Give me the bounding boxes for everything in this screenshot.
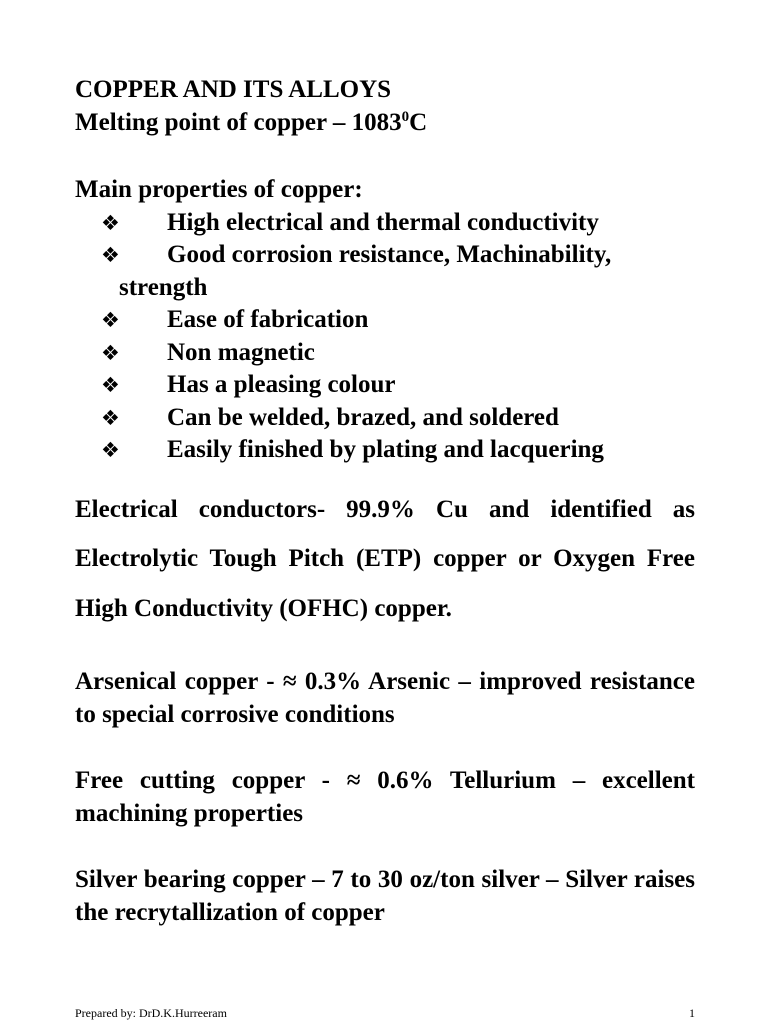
silver-bearing-copper-paragraph: Silver bearing copper – 7 to 30 oz/ton silver – Silver raises the recrytallization of copper — [75, 866, 695, 926]
list-item-text: Good corrosion resistance, Machinability, — [167, 241, 612, 268]
list-item-text: Can be welded, brazed, and soldered — [167, 403, 559, 431]
properties-heading: Main properties of copper: — [75, 176, 363, 203]
list-item-text: Ease of fabrication — [167, 306, 369, 333]
list-item — [75, 304, 695, 337]
page-footer — [75, 1006, 695, 1021]
diamond-bullet-icon: ❖ — [101, 438, 120, 462]
properties-list — [75, 207, 695, 467]
list-item — [75, 239, 695, 304]
diamond-bullet-icon: ❖ — [101, 308, 120, 332]
list-item-text: Non magnetic — [167, 338, 315, 366]
list-item — [75, 207, 695, 240]
conductors-paragraph: Electrical conductors- 99.9% Cu and identified as Electrolytic Tough Pitch (ETP) copper or Oxygen Free High Conductivity (OFHC) copper. — [75, 495, 695, 622]
list-item-text: Has a pleasing colour — [167, 371, 396, 398]
list-item — [75, 369, 695, 402]
page-title: COPPER AND ITS ALLOYS — [75, 76, 392, 103]
list-item — [75, 434, 695, 467]
melting-point-text: Melting point of copper – 1083 — [75, 108, 402, 136]
document-page — [75, 74, 695, 929]
free-cutting-copper-paragraph: Free cutting copper - ≈ 0.6% Tellurium – excellent machining properties — [75, 767, 695, 827]
page-number: 1 — [689, 1006, 695, 1020]
footer-author: Prepared by: DrD.K.Hurreeram — [75, 1006, 227, 1020]
diamond-bullet-icon: ❖ — [101, 405, 120, 430]
list-item — [75, 402, 695, 435]
melting-point-line — [75, 107, 695, 143]
list-item-text: High electrical and thermal conductivity — [167, 208, 599, 236]
diamond-bullet-icon: ❖ — [101, 210, 120, 235]
list-item — [75, 337, 695, 370]
melting-point-superscript: 0 — [401, 108, 410, 125]
list-item-continuation: strength — [119, 273, 208, 301]
list-item-text: Easily finished by plating and lacquering — [167, 436, 604, 463]
diamond-bullet-icon: ❖ — [101, 340, 120, 365]
arsenical-copper-paragraph: Arsenical copper - ≈ 0.3% Arsenic – improved resistance to special corrosive conditions — [75, 668, 695, 728]
diamond-bullet-icon: ❖ — [101, 243, 120, 267]
diamond-bullet-icon: ❖ — [101, 373, 120, 397]
melting-point-unit: C — [409, 108, 428, 136]
